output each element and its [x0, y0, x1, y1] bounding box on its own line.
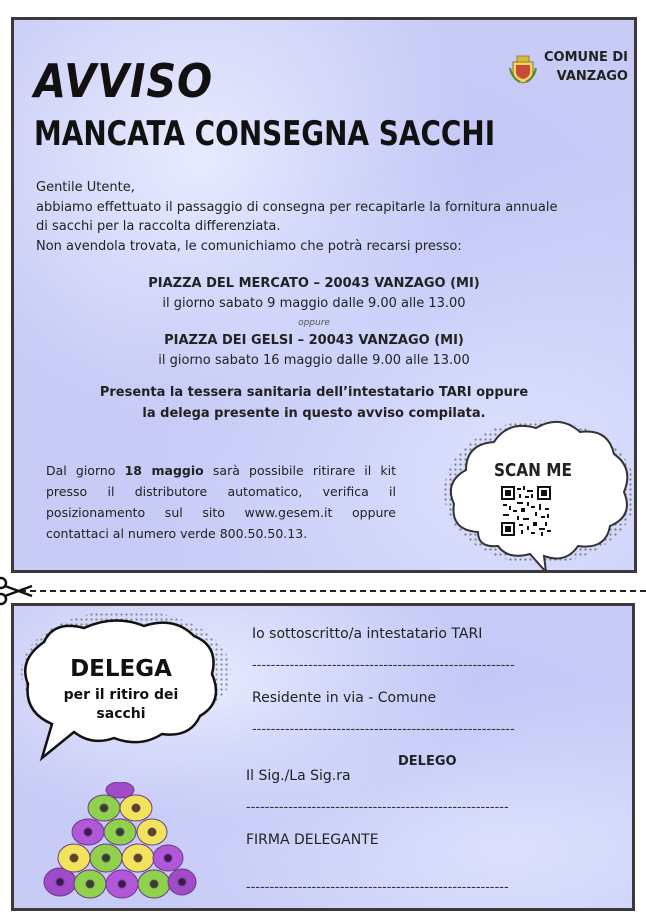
cut-line	[20, 590, 646, 592]
kit-line2: presso il distributore automatico, verifica il	[46, 484, 396, 499]
delega-title: DELEGA	[70, 656, 172, 682]
sottoscritto-field[interactable]: --------------------------------------------------------	[252, 658, 515, 673]
sottoscritto-label: Io sottoscritto/a intestatario TARI	[252, 626, 483, 642]
title-avviso: AVVISO	[34, 54, 214, 108]
intro-text	[36, 178, 596, 256]
delega-sub-line1: per il ritiro dei	[63, 687, 179, 703]
oppure-label: oppure	[298, 318, 330, 328]
kit-date: 18 maggio	[124, 463, 204, 478]
residente-label: Residente in via - Comune	[252, 690, 437, 706]
place-mercato: PIAZZA DEL MERCATO – 20043 VANZAGO (MI)	[148, 276, 480, 291]
sig-label: Il Sig./La Sig.ra	[246, 768, 351, 784]
intro-line: Non avendola trovata, le comunichiamo che potrà recarsi presso:	[36, 238, 462, 254]
date-gelsi: il giorno sabato 16 maggio dalle 9.00 alle 13.00	[158, 353, 470, 368]
bags-pile-icon	[38, 782, 198, 902]
residente-field[interactable]: --------------------------------------------------------	[252, 722, 515, 737]
intro-line: Gentile Utente,	[36, 180, 135, 195]
sig-field[interactable]: --------------------------------------------------------	[246, 800, 509, 815]
kit-line1-post: sarà possibile ritirare il kit	[212, 463, 397, 478]
title-main: MANCATA CONSEGNA SACCHI	[34, 114, 496, 154]
notice-line1: Presenta la tessera sanitaria dell’intestatario TARI oppure	[99, 385, 529, 400]
kit-line1	[46, 460, 396, 481]
intro-line: abbiamo effettuato il passaggio di consegna per recapitarle la fornitura annuale	[36, 199, 558, 215]
comune-line2: VANZAGO	[556, 69, 628, 84]
intro-line: di sacchi per la raccolta differenziata.	[36, 219, 281, 234]
kit-line4: contattaci al numero verde 800.50.50.13.	[46, 526, 308, 541]
scissors-icon	[0, 576, 34, 606]
delego-label: DELEGO	[398, 754, 457, 769]
place-gelsi: PIAZZA DEI GELSI – 20043 VANZAGO (MI)	[164, 333, 464, 348]
firma-label: FIRMA DELEGANTE	[246, 832, 379, 848]
kit-line3: posizionamento sul sito www.gesem.it oppure	[46, 505, 396, 520]
date-mercato: il giorno sabato 9 maggio dalle 9.00 alle 13.00	[162, 296, 466, 311]
comune-crest-icon	[508, 54, 538, 84]
qr-code-icon[interactable]	[501, 486, 551, 536]
scan-me-label: SCAN ME	[494, 460, 572, 481]
avviso-panel	[11, 17, 637, 573]
kit-line1-pre: Dal giorno	[46, 463, 116, 478]
delega-panel	[11, 603, 635, 911]
firma-field[interactable]: --------------------------------------------------------	[246, 880, 509, 895]
comune-line1: COMUNE DI	[544, 50, 628, 65]
comune-label	[538, 48, 628, 86]
delega-sub-line2: sacchi	[96, 706, 146, 722]
kit-text	[46, 460, 396, 544]
notice-line2: la delega presente in questo avviso compilata.	[142, 406, 486, 421]
